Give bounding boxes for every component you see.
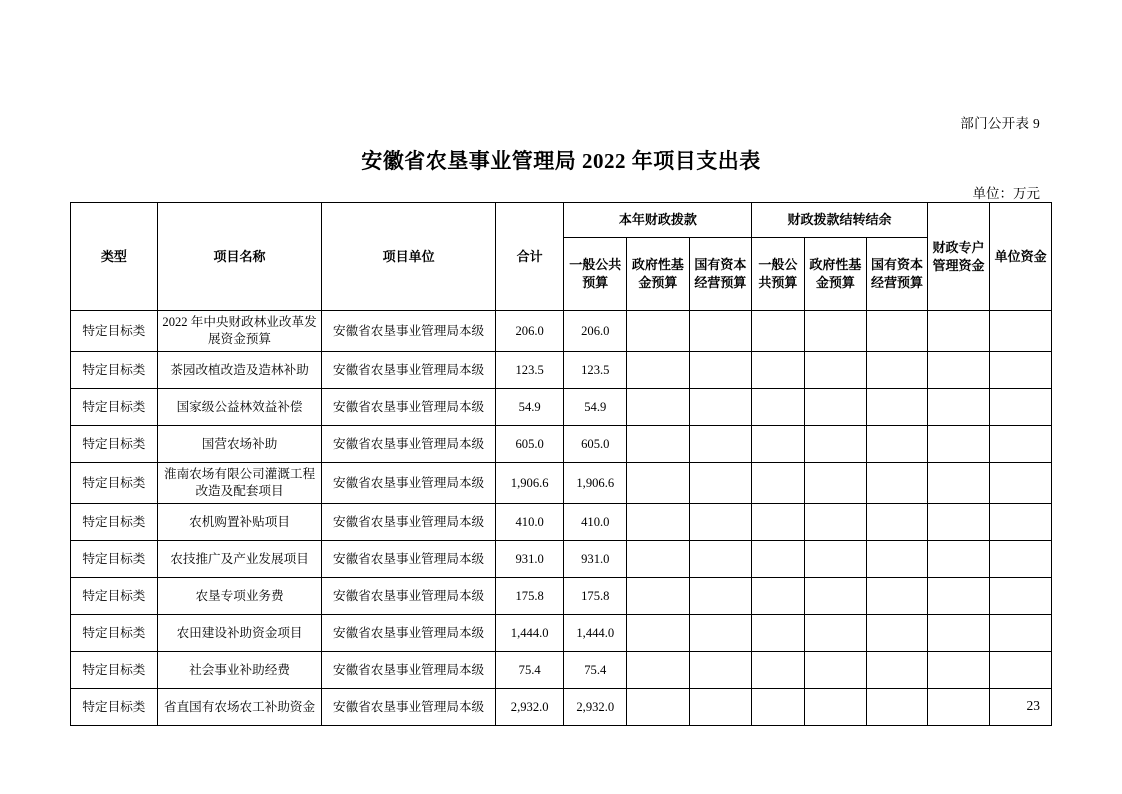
cell-total: 931.0 bbox=[495, 541, 564, 578]
cell-co-general-public bbox=[752, 615, 804, 652]
cell-own-funds bbox=[990, 689, 1052, 726]
cell-own-funds bbox=[990, 426, 1052, 463]
cell-co-soe-capital bbox=[867, 615, 928, 652]
cell-own-funds bbox=[990, 615, 1052, 652]
cell-co-gov-fund bbox=[804, 389, 867, 426]
cell-own-funds bbox=[990, 504, 1052, 541]
cell-cy-gov-fund bbox=[627, 426, 690, 463]
cell-type: 特定目标类 bbox=[71, 463, 158, 504]
cell-project-name: 国营农场补助 bbox=[157, 426, 322, 463]
cell-cy-soe-capital bbox=[689, 578, 752, 615]
cell-cy-gov-fund bbox=[627, 652, 690, 689]
cell-cy-general-public: 1,444.0 bbox=[564, 615, 627, 652]
cell-total: 175.8 bbox=[495, 578, 564, 615]
cell-cy-gov-fund bbox=[627, 578, 690, 615]
cell-co-general-public bbox=[752, 426, 804, 463]
cell-cy-soe-capital bbox=[689, 615, 752, 652]
cell-cy-gov-fund bbox=[627, 615, 690, 652]
col-group-header-current-year-appropriation: 本年财政拨款 bbox=[564, 203, 752, 238]
cell-special-account bbox=[927, 689, 990, 726]
cell-project-name: 茶园改植改造及造林补助 bbox=[157, 352, 322, 389]
table-row bbox=[71, 311, 1052, 352]
cell-type: 特定目标类 bbox=[71, 652, 158, 689]
cell-project-name: 农垦专项业务费 bbox=[157, 578, 322, 615]
cell-project-name: 农田建设补助资金项目 bbox=[157, 615, 322, 652]
cell-co-soe-capital bbox=[867, 652, 928, 689]
cell-special-account bbox=[927, 652, 990, 689]
cell-project-name: 农机购置补贴项目 bbox=[157, 504, 322, 541]
cell-total: 75.4 bbox=[495, 652, 564, 689]
cell-cy-soe-capital bbox=[689, 463, 752, 504]
cell-cy-soe-capital bbox=[689, 689, 752, 726]
cell-cy-gov-fund bbox=[627, 463, 690, 504]
cell-type: 特定目标类 bbox=[71, 689, 158, 726]
cell-project-unit: 安徽省农垦事业管理局本级 bbox=[322, 652, 496, 689]
cell-co-general-public bbox=[752, 689, 804, 726]
cell-project-unit: 安徽省农垦事业管理局本级 bbox=[322, 578, 496, 615]
cell-co-soe-capital bbox=[867, 541, 928, 578]
cell-total: 206.0 bbox=[495, 311, 564, 352]
cell-co-soe-capital bbox=[867, 311, 928, 352]
cell-co-soe-capital bbox=[867, 504, 928, 541]
col-group-header-carryover-balance: 财政拨款结转结余 bbox=[752, 203, 928, 238]
cell-own-funds bbox=[990, 541, 1052, 578]
project-expenditure-table bbox=[70, 202, 1052, 726]
cell-special-account bbox=[927, 615, 990, 652]
cell-project-name: 国家级公益林效益补偿 bbox=[157, 389, 322, 426]
cell-special-account bbox=[927, 311, 990, 352]
table-body bbox=[71, 311, 1052, 726]
form-code-label: 部门公开表 9 bbox=[960, 116, 1040, 131]
cell-co-general-public bbox=[752, 504, 804, 541]
cell-project-unit: 安徽省农垦事业管理局本级 bbox=[322, 541, 496, 578]
cell-project-unit: 安徽省农垦事业管理局本级 bbox=[322, 504, 496, 541]
cell-total: 2,932.0 bbox=[495, 689, 564, 726]
cell-project-name: 2022 年中央财政林业改革发展资金预算 bbox=[157, 311, 322, 352]
cell-co-soe-capital bbox=[867, 389, 928, 426]
cell-special-account bbox=[927, 504, 990, 541]
cell-cy-general-public: 1,906.6 bbox=[564, 463, 627, 504]
cell-cy-general-public: 206.0 bbox=[564, 311, 627, 352]
cell-cy-general-public: 931.0 bbox=[564, 541, 627, 578]
table-row bbox=[71, 578, 1052, 615]
cell-co-general-public bbox=[752, 541, 804, 578]
cell-special-account bbox=[927, 352, 990, 389]
col-header-project-unit: 项目单位 bbox=[322, 203, 496, 311]
cell-own-funds bbox=[990, 578, 1052, 615]
cell-special-account bbox=[927, 578, 990, 615]
cell-project-name: 淮南农场有限公司灌溉工程改造及配套项目 bbox=[157, 463, 322, 504]
project-expenditure-table-wrap bbox=[70, 202, 1052, 726]
cell-total: 1,444.0 bbox=[495, 615, 564, 652]
table-row bbox=[71, 352, 1052, 389]
cell-co-gov-fund bbox=[804, 463, 867, 504]
cell-own-funds bbox=[990, 311, 1052, 352]
cell-co-gov-fund bbox=[804, 311, 867, 352]
cell-co-gov-fund bbox=[804, 504, 867, 541]
cell-co-soe-capital bbox=[867, 578, 928, 615]
cell-own-funds bbox=[990, 389, 1052, 426]
cell-type: 特定目标类 bbox=[71, 426, 158, 463]
cell-co-general-public bbox=[752, 578, 804, 615]
cell-cy-soe-capital bbox=[689, 311, 752, 352]
table-row bbox=[71, 426, 1052, 463]
cell-co-gov-fund bbox=[804, 578, 867, 615]
cell-project-name: 省直国有农场农工补助资金 bbox=[157, 689, 322, 726]
cell-co-general-public bbox=[752, 652, 804, 689]
table-row bbox=[71, 504, 1052, 541]
cell-project-unit: 安徽省农垦事业管理局本级 bbox=[322, 311, 496, 352]
cell-co-soe-capital bbox=[867, 352, 928, 389]
cell-type: 特定目标类 bbox=[71, 352, 158, 389]
cell-co-gov-fund bbox=[804, 352, 867, 389]
cell-special-account bbox=[927, 463, 990, 504]
col-header-own-funds: 单位资金 bbox=[990, 203, 1052, 311]
table-row bbox=[71, 389, 1052, 426]
cell-cy-soe-capital bbox=[689, 352, 752, 389]
cell-type: 特定目标类 bbox=[71, 578, 158, 615]
cell-special-account bbox=[927, 541, 990, 578]
cell-co-soe-capital bbox=[867, 463, 928, 504]
table-row bbox=[71, 689, 1052, 726]
cell-co-general-public bbox=[752, 311, 804, 352]
cell-co-gov-fund bbox=[804, 615, 867, 652]
cell-total: 54.9 bbox=[495, 389, 564, 426]
cell-total: 605.0 bbox=[495, 426, 564, 463]
cell-cy-soe-capital bbox=[689, 389, 752, 426]
col-header-co-general-public-budget: 一般公共预算 bbox=[752, 238, 804, 311]
cell-cy-general-public: 54.9 bbox=[564, 389, 627, 426]
cell-total: 410.0 bbox=[495, 504, 564, 541]
cell-co-soe-capital bbox=[867, 426, 928, 463]
col-header-project-name: 项目名称 bbox=[157, 203, 322, 311]
cell-co-gov-fund bbox=[804, 426, 867, 463]
cell-project-name: 农技推广及产业发展项目 bbox=[157, 541, 322, 578]
col-header-cy-general-public-budget: 一般公共预算 bbox=[564, 238, 627, 311]
col-header-total: 合计 bbox=[495, 203, 564, 311]
table-row bbox=[71, 615, 1052, 652]
cell-co-gov-fund bbox=[804, 541, 867, 578]
table-header bbox=[71, 203, 1052, 311]
table-row bbox=[71, 463, 1052, 504]
table-row bbox=[71, 541, 1052, 578]
cell-cy-soe-capital bbox=[689, 652, 752, 689]
col-header-co-gov-fund-budget: 政府性基金预算 bbox=[804, 238, 867, 311]
cell-co-general-public bbox=[752, 463, 804, 504]
cell-total: 123.5 bbox=[495, 352, 564, 389]
col-header-cy-gov-fund-budget: 政府性基金预算 bbox=[627, 238, 690, 311]
cell-type: 特定目标类 bbox=[71, 389, 158, 426]
cell-project-name: 社会事业补助经费 bbox=[157, 652, 322, 689]
cell-type: 特定目标类 bbox=[71, 541, 158, 578]
cell-special-account bbox=[927, 426, 990, 463]
cell-project-unit: 安徽省农垦事业管理局本级 bbox=[322, 615, 496, 652]
cell-cy-gov-fund bbox=[627, 389, 690, 426]
cell-own-funds bbox=[990, 463, 1052, 504]
cell-type: 特定目标类 bbox=[71, 504, 158, 541]
cell-cy-gov-fund bbox=[627, 352, 690, 389]
cell-co-general-public bbox=[752, 389, 804, 426]
col-header-cy-soe-capital-budget: 国有资本经营预算 bbox=[689, 238, 752, 311]
page-title: 安徽省农垦事业管理局 2022 年项目支出表 bbox=[361, 149, 761, 173]
cell-project-unit: 安徽省农垦事业管理局本级 bbox=[322, 352, 496, 389]
cell-project-unit: 安徽省农垦事业管理局本级 bbox=[322, 426, 496, 463]
col-header-co-soe-capital-budget: 国有资本经营预算 bbox=[867, 238, 928, 311]
cell-project-unit: 安徽省农垦事业管理局本级 bbox=[322, 463, 496, 504]
cell-cy-general-public: 75.4 bbox=[564, 652, 627, 689]
cell-cy-soe-capital bbox=[689, 504, 752, 541]
cell-cy-general-public: 175.8 bbox=[564, 578, 627, 615]
cell-cy-general-public: 410.0 bbox=[564, 504, 627, 541]
cell-type: 特定目标类 bbox=[71, 311, 158, 352]
col-header-special-account-funds: 财政专户管理资金 bbox=[927, 203, 990, 311]
cell-own-funds bbox=[990, 652, 1052, 689]
cell-cy-gov-fund bbox=[627, 689, 690, 726]
cell-cy-soe-capital bbox=[689, 426, 752, 463]
cell-total: 1,906.6 bbox=[495, 463, 564, 504]
cell-own-funds bbox=[990, 352, 1052, 389]
cell-cy-general-public: 605.0 bbox=[564, 426, 627, 463]
cell-co-gov-fund bbox=[804, 689, 867, 726]
cell-co-general-public bbox=[752, 352, 804, 389]
cell-cy-gov-fund bbox=[627, 541, 690, 578]
cell-cy-general-public: 123.5 bbox=[564, 352, 627, 389]
cell-project-unit: 安徽省农垦事业管理局本级 bbox=[322, 689, 496, 726]
col-header-type: 类型 bbox=[71, 203, 158, 311]
cell-cy-general-public: 2,932.0 bbox=[564, 689, 627, 726]
cell-co-soe-capital bbox=[867, 689, 928, 726]
cell-special-account bbox=[927, 389, 990, 426]
unit-note-label: 单位：万元 bbox=[972, 186, 1040, 201]
cell-project-unit: 安徽省农垦事业管理局本级 bbox=[322, 389, 496, 426]
page-number: 23 bbox=[1026, 698, 1040, 713]
cell-cy-gov-fund bbox=[627, 504, 690, 541]
cell-cy-soe-capital bbox=[689, 541, 752, 578]
cell-cy-gov-fund bbox=[627, 311, 690, 352]
cell-co-gov-fund bbox=[804, 652, 867, 689]
table-row bbox=[71, 652, 1052, 689]
cell-type: 特定目标类 bbox=[71, 615, 158, 652]
